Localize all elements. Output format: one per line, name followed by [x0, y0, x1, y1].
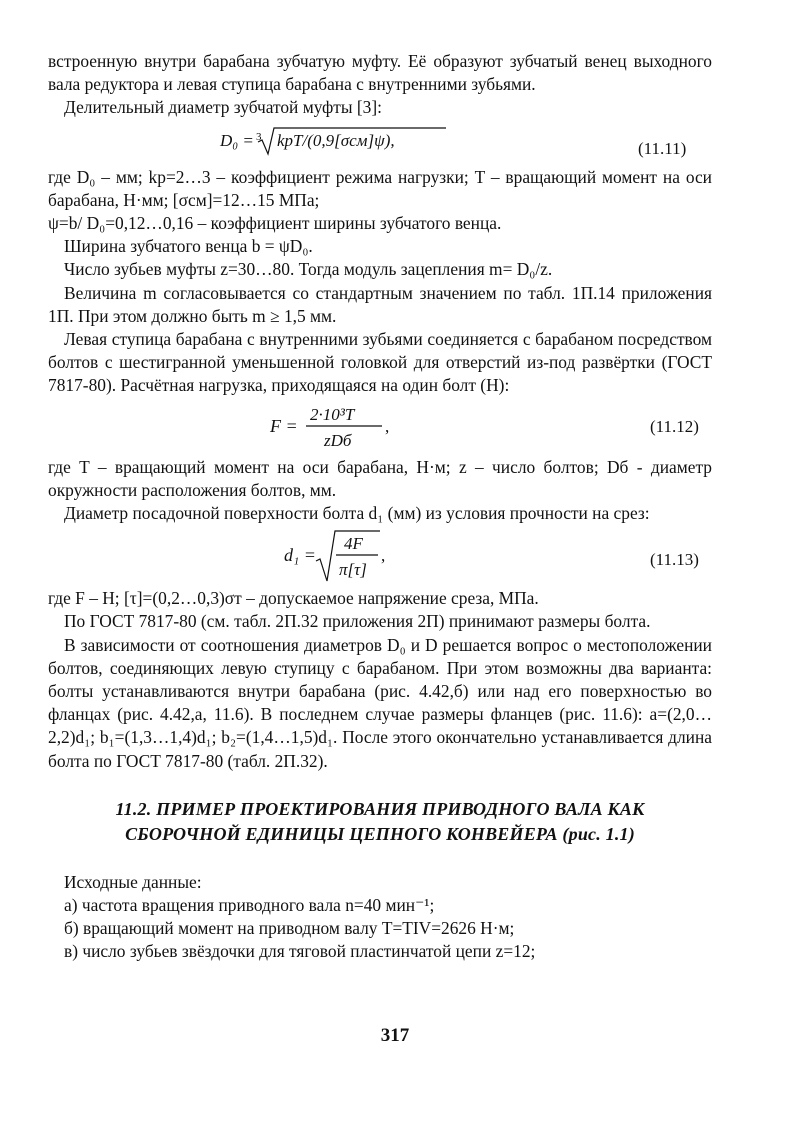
paragraph: Число зубьев муфты z=30…80. Тогда модуль зацепления m= D₀/z.: [64, 259, 553, 280]
paragraph: где T – вращающий момент на оси барабана, Н·м; z – число болтов; Dб - диаметр окружности расположения болтов, мм.: [48, 456, 712, 500]
source-data-item: в) число зубьев звёздочки для тяговой пластинчатой цепи z=12;: [64, 941, 536, 962]
formula-number: (11.12): [650, 416, 699, 436]
formula-11-11: [48, 120, 712, 166]
section-heading-line: СБОРОЧНОЙ ЕДИНИЦЫ ЦЕПНОГО КОНВЕЙЕРА (рис. 1.1): [125, 823, 635, 844]
formula-number: (11.13): [650, 550, 699, 570]
paragraph: где D₀ – мм; kр=2…3 – коэффициент режима нагрузки; T – вращающий момент на оси барабана, Н·мм; [σсм]=12…15 МПа;: [48, 166, 712, 210]
formula-lhs: D₀ =: [220, 130, 254, 150]
page-number: 317: [380, 1025, 410, 1046]
section-heading: [48, 797, 712, 847]
formula-number: (11.11): [638, 138, 687, 158]
radical-body: kрT/(0,9[σсм]ψ),: [277, 130, 395, 150]
source-data-title: Исходные данные:: [64, 871, 202, 892]
formula-tail: ,: [381, 546, 386, 566]
fraction-denominator: π[τ]: [339, 560, 367, 580]
paragraph: где F – Н; [τ]=(0,2…0,3)σт – допускаемое напряжение среза, МПа.: [48, 588, 539, 609]
fraction-denominator: zDб: [324, 430, 352, 450]
formula-11-13-svg: [48, 525, 712, 587]
page-body: [48, 50, 712, 964]
formula-11-12: [48, 398, 712, 456]
paragraph: Величина m согласовывается со стандартным значением по табл. 1П.14 приложения 1П. При этом должно быть m ≥ 1,5 мм.: [48, 282, 712, 326]
paragraph: Ширина зубчатого венца b = ψD₀.: [64, 236, 313, 257]
formula-11-13: [48, 525, 712, 587]
section-heading-line: 11.2. ПРИМЕР ПРОЕКТИРОВАНИЯ ПРИВОДНОГО ВАЛА КАК: [115, 798, 645, 819]
fraction-numerator: 4F: [344, 534, 363, 554]
source-data-item: а) частота вращения приводного вала n=40 мин⁻¹;: [64, 895, 435, 916]
paragraph: Диаметр посадочной поверхности болта d₁ (мм) из условия прочности на срез:: [64, 503, 650, 524]
paragraph: По ГОСТ 7817-80 (см. табл. 2П.32 приложения 2П) принимают размеры болта.: [64, 611, 651, 632]
source-data-item: б) вращающий момент на приводном валу T=TIV=2626 Н·м;: [64, 918, 515, 939]
formula-lhs: F =: [270, 415, 298, 436]
formula-lhs: d₁ =: [284, 545, 316, 566]
formula-11-12-svg: [48, 398, 712, 456]
paragraph: Левая ступица барабана с внутренними зубьями соединяется с барабаном посредством болтов с шестигранной уменьшенной головкой для отверстий из-под развёртки (ГОСТ 7817-80). Расчётная нагрузка, приходящаяся на один болт (Н):: [48, 329, 712, 396]
fraction-numerator: 2·10³T: [310, 404, 355, 424]
paragraph: ψ=b/ D₀=0,12…0,16 – коэффициент ширины зубчатого венца.: [48, 213, 502, 234]
paragraph: Делительный диаметр зубчатой муфты [3]:: [64, 97, 382, 118]
formula-tail: ,: [385, 416, 390, 436]
paragraph: В зависимости от соотношения диаметров D₀ и D решается вопрос о местоположении болтов, соединяющих левую ступицу с барабаном. При этом возможны два варианта: болты устанавливаются внутри барабана (рис. 4.42,б) или над его поверхностью во фланцах (рис. 4.42,а, 11.6). В последнем случае размеры фланцев (рис. 11.6): a=(2,0…2,2)d₁; b₁=(1,3…1,4)d₁; b₂=(1,4…1,5)d₁. После этого окончательно устанавливается длина болта по ГОСТ 7817-80 (табл. 2П.32).: [48, 634, 712, 771]
formula-11-11-svg: [48, 120, 712, 166]
radical-index: 3: [256, 130, 262, 143]
paragraph: встроенную внутри барабана зубчатую муфту. Её образуют зубчатый венец выходного вала редуктора и левая ступица барабана с внутренними зубьями.: [48, 51, 712, 95]
